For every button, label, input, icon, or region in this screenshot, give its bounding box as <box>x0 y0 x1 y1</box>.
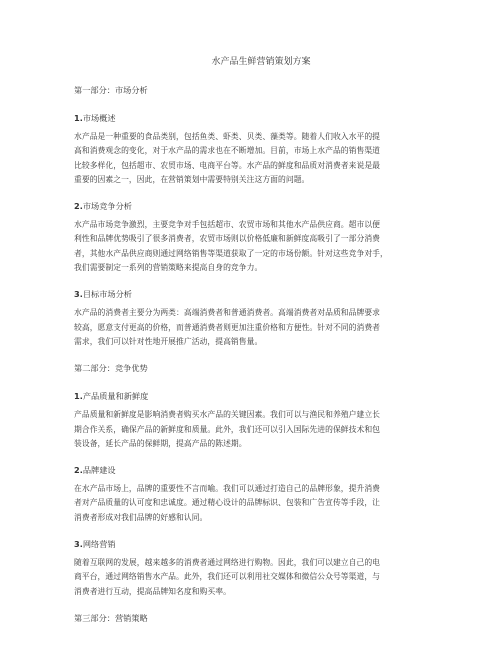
paragraph-line: 重要的因素之一，因此，在营销策划中需要特别关注这方面的问题。 <box>74 174 310 184</box>
section-title: 市场概述 <box>82 113 116 123</box>
paragraph-line: 产品质量和新鲜度是影响消费者购买水产品的关键因素。我们可以与渔民和养殖户建立长 <box>74 410 381 420</box>
paragraph-line: 期合作关系，确保产品的新鲜度和质量。此外，我们还可以引入国际先进的保鲜技术和包 <box>74 424 381 434</box>
section-title: 市场竞争分析 <box>82 201 132 212</box>
section-heading-online-marketing <box>74 538 438 550</box>
paragraph-line: 在水产品市场上，品牌的重要性不言而喻。我们可以通过打造自己的品牌形象，提升消费 <box>74 484 381 494</box>
paragraph-brand-building <box>74 482 438 525</box>
paragraph-line: 需求，我们可以针对性地开展推广活动，提高销售量。 <box>74 336 263 346</box>
paragraph-line: 消费者进行互动，提高品牌知名度和购买率。 <box>74 586 231 596</box>
paragraph-line: 水产品是一种重要的食品类别，包括鱼类、虾类、贝类、藻类等。随着人们收入水平的提 <box>74 132 381 141</box>
section-title: 产品质量和新鲜度 <box>82 391 149 402</box>
section-number: 3. <box>74 289 83 300</box>
paragraph-target-market <box>74 306 438 349</box>
paragraph-line: 利性和品牌优势吸引了很多消费者，农贸市场则以价格低廉和新鲜度高吸引了一部分消费 <box>74 234 381 244</box>
section-number: 2. <box>74 465 83 476</box>
part-heading-marketing-strategy: 第三部分：营销策略 <box>74 612 148 623</box>
paragraph-online-marketing <box>74 556 438 599</box>
paragraph-line: 随着互联网的发展，越来越多的消费者通过网络进行购物。因此，我们可以建立自己的电 <box>74 558 381 568</box>
section-heading-competition-analysis <box>74 200 438 212</box>
paragraph-line: 消费者形成对我们品牌的好感和认同。 <box>74 512 208 522</box>
paragraph-line: 高和消费观念的变化，对于水产品的需求也在不断增加。目前，市场上水产品的销售渠道 <box>74 146 381 156</box>
paragraph-market-overview <box>74 130 438 187</box>
paragraph-quality-freshness <box>74 408 438 451</box>
section-number: 1. <box>74 113 83 123</box>
paragraph-line: 者，其他水产品供应商则通过网络销售等渠道获取了一定的市场份额。针对这些竞争对手， <box>74 248 388 258</box>
paragraph-line: 较高，愿意支付更高的价格，而普通消费者则更加注重价格和方便性。针对不同的消费者 <box>74 322 381 332</box>
section-heading-quality-freshness <box>74 390 438 402</box>
section-title: 品牌建设 <box>82 465 116 476</box>
paragraph-line: 商平台，通过网络销售水产品。此外，我们还可以利用社交媒体和微信公众号等渠道，与 <box>74 572 381 582</box>
document-title: 水产品生鲜营销策划方案 <box>211 57 311 67</box>
section-number: 3. <box>74 539 83 550</box>
paragraph-line: 比较多样化，包括超市、农贸市场、电商平台等。水产品的鲜度和品质对消费者来说是最 <box>74 160 381 170</box>
paragraph-line: 水产品市场竞争激烈，主要竞争对手包括超市、农贸市场和其他水产品供应商。超市以便 <box>74 220 381 230</box>
section-title: 目标市场分析 <box>82 289 132 300</box>
section-heading-target-market <box>74 288 438 300</box>
paragraph-line: 装设备，延长产品的保鲜期，提高产品的陈述期。 <box>74 438 247 448</box>
paragraph-line: 我们需要制定一系列的营销策略来提高自身的竞争力。 <box>74 263 263 273</box>
section-number: 1. <box>74 391 83 402</box>
part-heading-market-analysis: 第一部分：市场分析 <box>74 85 148 95</box>
section-heading-market-overview <box>74 112 438 124</box>
section-title: 网络营销 <box>82 539 116 550</box>
paragraph-line: 水产品的消费者主要分为两类：高端消费者和普通消费者。高端消费者对品质和品牌要求 <box>74 308 381 318</box>
paragraph-line: 者对产品质量的认可度和忠诚度。通过精心设计的品牌标识、包装和广告宣传等手段，让 <box>74 498 381 508</box>
part-heading-competitive-advantage: 第二部分：竞争优势 <box>74 363 148 374</box>
section-heading-brand-building <box>74 464 438 476</box>
section-number: 2. <box>74 201 83 212</box>
paragraph-competition-analysis <box>74 218 438 275</box>
